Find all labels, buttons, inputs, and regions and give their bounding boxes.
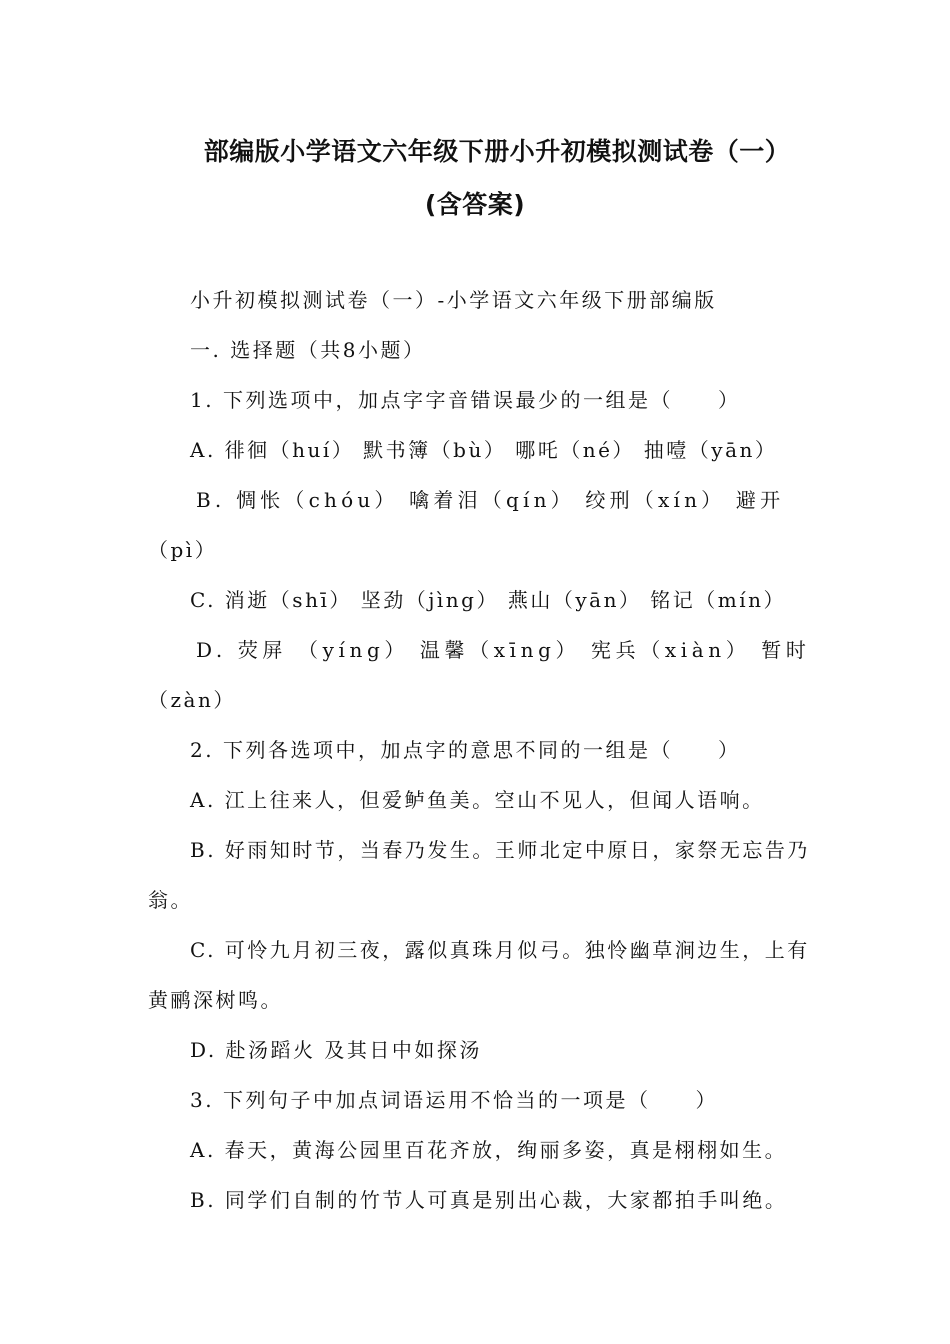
question-1-stem: 1. 下列选项中，加点字字音错误最少的一组是（ ） [190,388,741,412]
question-2-option-c: C. 可怜九月初三夜，露似真珠月似弓。独怜幽草涧边生，上有 [190,938,810,962]
document-subtitle: 小升初模拟测试卷（一）-小学语文六年级下册部编版 [190,288,717,312]
question-1-option-c: C. 消逝（shī） 坚劲（jìng） 燕山（yān） 铭记（mín） [190,588,787,612]
question-1-option-a: A. 徘徊（huí） 默书簿（bù） 哪吒（né） 抽噎（yān） [190,438,778,462]
question-3-option-a: A. 春天，黄海公园里百花齐放，绚丽多姿，真是栩栩如生。 [190,1138,788,1162]
question-1-option-b: B. 惆怅（chóu） 噙着泪（qín） 绞刑（xín） 避开 [196,488,785,512]
document-title-suffix: (含答案) [424,190,526,219]
question-2-stem: 2. 下列各选项中，加点字的意思不同的一组是（ ） [190,738,741,762]
question-2-option-b: B. 好雨知时节，当春乃发生。王师北定中原日，家祭无忘告乃 [190,838,810,862]
question-2-option-d: D. 赴汤蹈火 及其日中如探汤 [190,1038,482,1062]
question-3-option-b: B. 同学们自制的竹节人可真是别出心裁，大家都拍手叫绝。 [190,1188,788,1212]
question-3-stem: 3. 下列句子中加点词语运用不恰当的一项是（ ） [190,1088,718,1112]
question-2-option-b-cont: 翁。 [148,888,193,912]
question-2-option-a: A. 江上往来人，但爱鲈鱼美。空山不见人，但闻人语响。 [190,788,765,812]
question-1-option-b-cont: （pì） [148,538,218,562]
section-heading-choice: 一. 选择题（共8小题） [190,338,426,362]
question-1-option-d-cont: （zàn） [148,688,236,712]
question-1-option-d: D. 荧屏 （yíng） 温馨（xīng） 宪兵（xiàn） 暂时 [196,638,811,662]
document-title: 部编版小学语文六年级下册小升初模拟测试卷（一） [203,137,791,166]
question-2-option-c-cont: 黄鹂深树鸣。 [148,988,283,1012]
